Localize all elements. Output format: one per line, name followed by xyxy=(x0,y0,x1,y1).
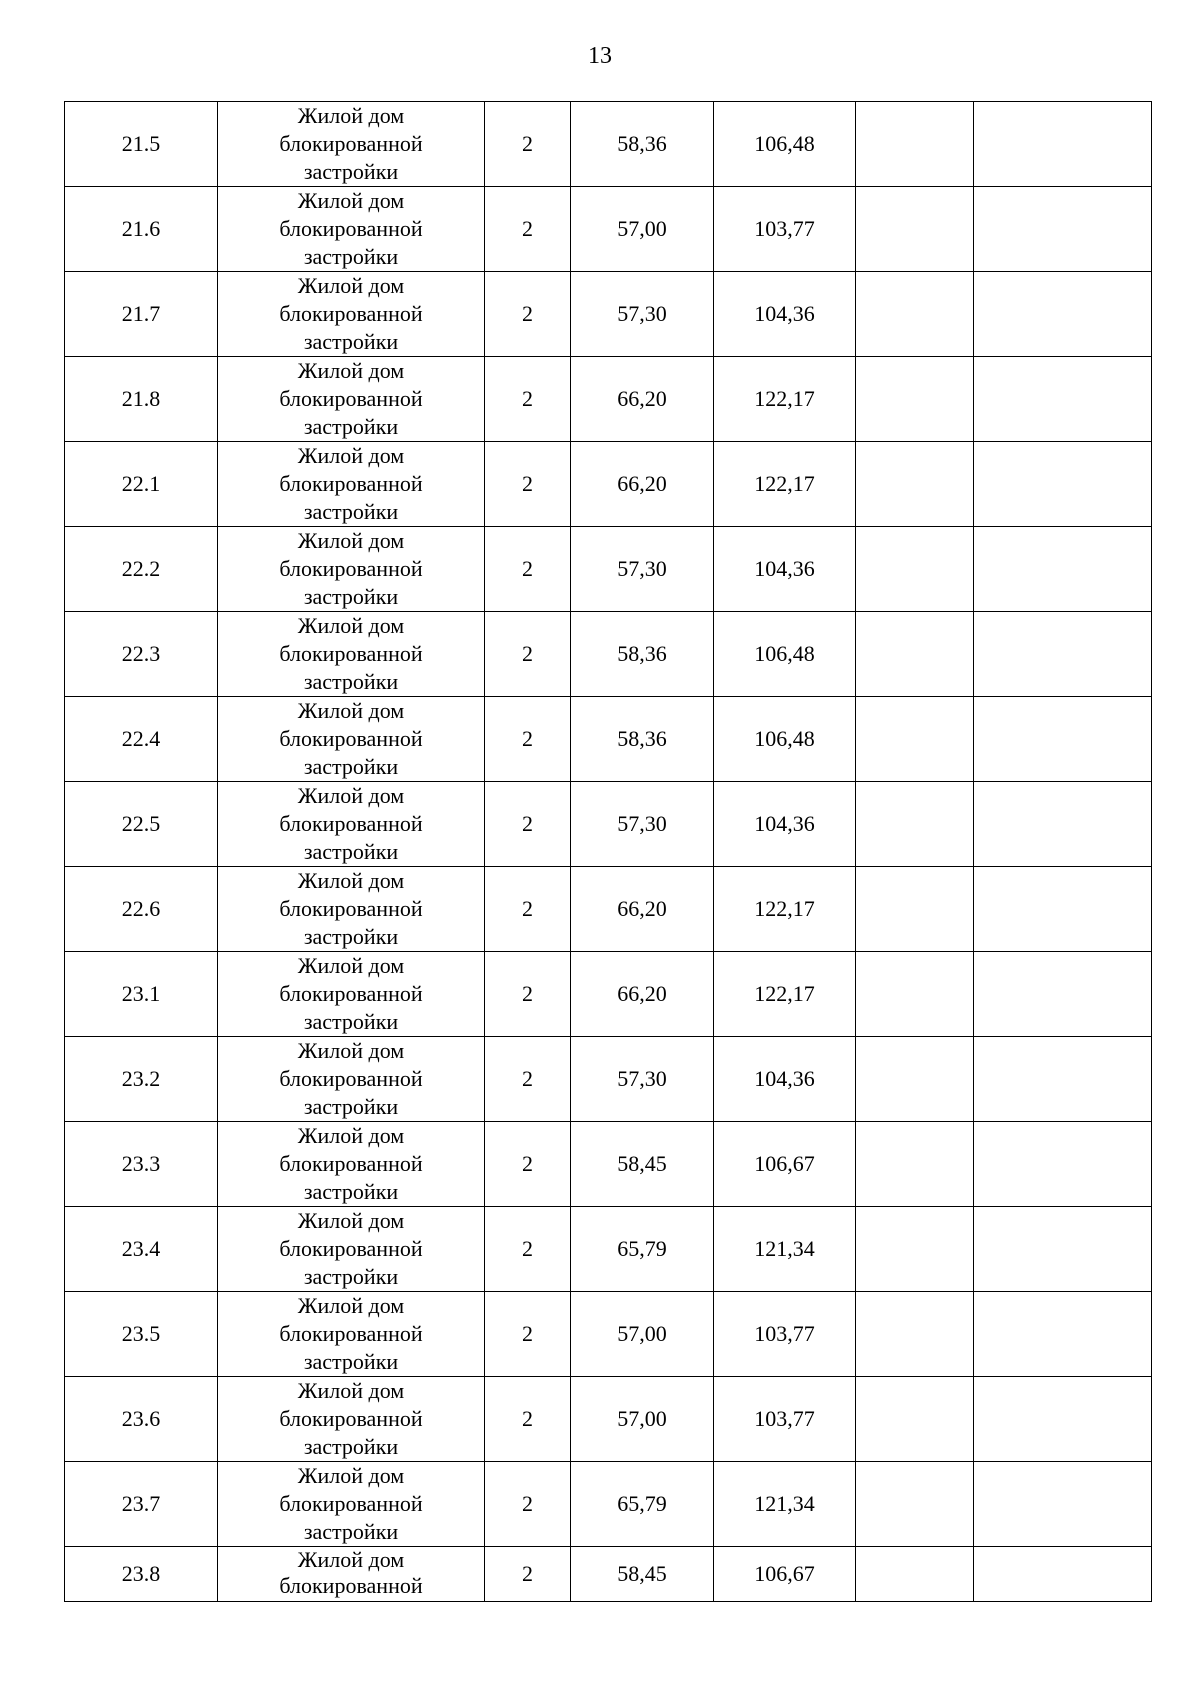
cell-building-type xyxy=(218,357,485,442)
building-type-line: блокированной xyxy=(279,216,423,241)
cell-area-1: 66,20 xyxy=(571,867,714,952)
cell-floors: 2 xyxy=(485,1122,571,1207)
building-type-line: застройки xyxy=(303,1434,399,1459)
cell-area-2: 122,17 xyxy=(714,357,856,442)
cell-area-2: 122,17 xyxy=(714,442,856,527)
cell-number: 22.3 xyxy=(65,612,218,697)
cell-empty-7 xyxy=(974,1292,1152,1377)
building-type-line: Жилой дом xyxy=(297,1038,405,1063)
cell-area-1: 58,45 xyxy=(571,1547,714,1602)
cell-area-1: 66,20 xyxy=(571,952,714,1037)
cell-number: 23.2 xyxy=(65,1037,218,1122)
cell-building-type xyxy=(218,1037,485,1122)
cell-building-type xyxy=(218,1122,485,1207)
cell-empty-7 xyxy=(974,782,1152,867)
building-type-line: Жилой дом xyxy=(297,1547,405,1572)
building-type-line: блокированной xyxy=(279,1321,423,1346)
cell-area-2: 104,36 xyxy=(714,1037,856,1122)
cell-building-type xyxy=(218,272,485,357)
building-type-line: блокированной xyxy=(279,896,423,921)
table-row xyxy=(65,1037,1152,1122)
cell-area-2: 104,36 xyxy=(714,527,856,612)
cell-empty-7 xyxy=(974,697,1152,782)
building-type-line: блокированной xyxy=(279,556,423,581)
cell-empty-7 xyxy=(974,357,1152,442)
building-type-line: блокированной xyxy=(279,641,423,666)
cell-building-type xyxy=(218,442,485,527)
building-type-line: застройки xyxy=(303,584,399,609)
cell-number: 23.3 xyxy=(65,1122,218,1207)
cell-floors: 2 xyxy=(485,272,571,357)
cell-empty-7 xyxy=(974,1207,1152,1292)
cell-number: 23.8 xyxy=(65,1547,218,1602)
building-type-line: застройки xyxy=(303,1349,399,1374)
cell-empty-7 xyxy=(974,187,1152,272)
cell-floors: 2 xyxy=(485,102,571,187)
building-type-line: блокированной xyxy=(279,981,423,1006)
building-type-line: Жилой дом xyxy=(297,273,405,298)
cell-area-1: 65,79 xyxy=(571,1207,714,1292)
building-type-line: застройки xyxy=(303,499,399,524)
cell-number: 21.5 xyxy=(65,102,218,187)
building-type-line: Жилой дом xyxy=(297,358,405,383)
cell-building-type xyxy=(218,1462,485,1547)
building-type-line: блокированной xyxy=(279,1236,423,1261)
cell-building-type xyxy=(218,612,485,697)
cell-building-type xyxy=(218,697,485,782)
building-type-line: Жилой дом xyxy=(297,1123,405,1148)
table-row xyxy=(65,1122,1152,1207)
building-type-line: Жилой дом xyxy=(297,1378,405,1403)
cell-building-type xyxy=(218,1207,485,1292)
table-row xyxy=(65,187,1152,272)
cell-area-2: 106,67 xyxy=(714,1547,856,1602)
cell-floors: 2 xyxy=(485,187,571,272)
building-type-line: застройки xyxy=(303,414,399,439)
cell-floors: 2 xyxy=(485,867,571,952)
cell-area-1: 58,36 xyxy=(571,102,714,187)
cell-area-1: 57,00 xyxy=(571,1292,714,1377)
building-type-line: застройки xyxy=(303,159,399,184)
table-row xyxy=(65,612,1152,697)
building-type-line: блокированной xyxy=(279,301,423,326)
table-row xyxy=(65,1547,1152,1602)
cell-floors: 2 xyxy=(485,1462,571,1547)
cell-number: 23.7 xyxy=(65,1462,218,1547)
cell-empty-7 xyxy=(974,272,1152,357)
building-type-line: застройки xyxy=(303,1094,399,1119)
cell-empty-6 xyxy=(856,952,974,1037)
cell-area-1: 57,00 xyxy=(571,1377,714,1462)
cell-building-type xyxy=(218,1377,485,1462)
building-type-line: застройки xyxy=(303,754,399,779)
cell-empty-6 xyxy=(856,1547,974,1602)
cell-area-1: 58,36 xyxy=(571,612,714,697)
building-type-line: блокированной xyxy=(279,1573,423,1598)
building-type-line: блокированной xyxy=(279,1406,423,1431)
table-body xyxy=(65,102,1152,1602)
cell-empty-7 xyxy=(974,612,1152,697)
cell-empty-6 xyxy=(856,102,974,187)
cell-floors: 2 xyxy=(485,1037,571,1122)
building-type-line: застройки xyxy=(303,839,399,864)
buildings-table xyxy=(64,101,1152,1602)
building-type-line: Жилой дом xyxy=(297,528,405,553)
cell-area-2: 103,77 xyxy=(714,1377,856,1462)
building-type-line: Жилой дом xyxy=(297,613,405,638)
building-type-line: застройки xyxy=(303,329,399,354)
cell-empty-6 xyxy=(856,1037,974,1122)
cell-floors: 2 xyxy=(485,357,571,442)
cell-floors: 2 xyxy=(485,1207,571,1292)
cell-floors: 2 xyxy=(485,952,571,1037)
table-row xyxy=(65,1207,1152,1292)
cell-area-1: 57,30 xyxy=(571,1037,714,1122)
cell-area-1: 58,36 xyxy=(571,697,714,782)
cell-building-type xyxy=(218,782,485,867)
building-type-line: застройки xyxy=(303,669,399,694)
cell-empty-6 xyxy=(856,442,974,527)
cell-number: 21.6 xyxy=(65,187,218,272)
building-type-line: Жилой дом xyxy=(297,868,405,893)
cell-empty-6 xyxy=(856,1207,974,1292)
cell-building-type xyxy=(218,867,485,952)
cell-empty-6 xyxy=(856,1292,974,1377)
table-row xyxy=(65,527,1152,612)
table-row xyxy=(65,102,1152,187)
cell-floors: 2 xyxy=(485,782,571,867)
cell-number: 22.1 xyxy=(65,442,218,527)
cell-empty-6 xyxy=(856,357,974,442)
table-row xyxy=(65,782,1152,867)
cell-number: 23.1 xyxy=(65,952,218,1037)
cell-empty-7 xyxy=(974,867,1152,952)
cell-number: 21.8 xyxy=(65,357,218,442)
building-type-line: Жилой дом xyxy=(297,443,405,468)
cell-building-type xyxy=(218,527,485,612)
cell-empty-6 xyxy=(856,272,974,357)
cell-area-2: 104,36 xyxy=(714,272,856,357)
cell-building-type xyxy=(218,102,485,187)
cell-number: 22.4 xyxy=(65,697,218,782)
building-type-line: Жилой дом xyxy=(297,1463,405,1488)
page-number: 13 xyxy=(588,43,612,69)
cell-empty-7 xyxy=(974,1547,1152,1602)
cell-empty-6 xyxy=(856,782,974,867)
table-row xyxy=(65,867,1152,952)
cell-empty-7 xyxy=(974,1462,1152,1547)
table-row xyxy=(65,697,1152,782)
cell-floors: 2 xyxy=(485,1292,571,1377)
cell-area-2: 106,67 xyxy=(714,1122,856,1207)
cell-area-2: 121,34 xyxy=(714,1207,856,1292)
cell-number: 23.4 xyxy=(65,1207,218,1292)
cell-floors: 2 xyxy=(485,1377,571,1462)
cell-number: 22.6 xyxy=(65,867,218,952)
cell-empty-6 xyxy=(856,612,974,697)
table-row xyxy=(65,1462,1152,1547)
cell-empty-7 xyxy=(974,1037,1152,1122)
building-type-line: блокированной xyxy=(279,386,423,411)
cell-area-2: 106,48 xyxy=(714,102,856,187)
cell-number: 23.5 xyxy=(65,1292,218,1377)
building-type-line: застройки xyxy=(303,244,399,269)
cell-empty-7 xyxy=(974,1377,1152,1462)
cell-area-2: 103,77 xyxy=(714,1292,856,1377)
cell-number: 22.2 xyxy=(65,527,218,612)
building-type-line: застройки xyxy=(303,1179,399,1204)
cell-floors: 2 xyxy=(485,442,571,527)
cell-building-type xyxy=(218,1292,485,1377)
cell-empty-6 xyxy=(856,697,974,782)
table-row xyxy=(65,1292,1152,1377)
cell-building-type xyxy=(218,1547,485,1602)
building-type-line: застройки xyxy=(303,924,399,949)
cell-area-1: 58,45 xyxy=(571,1122,714,1207)
cell-building-type xyxy=(218,952,485,1037)
cell-area-1: 57,00 xyxy=(571,187,714,272)
cell-area-2: 103,77 xyxy=(714,187,856,272)
cell-area-1: 66,20 xyxy=(571,357,714,442)
cell-floors: 2 xyxy=(485,527,571,612)
building-type-line: блокированной xyxy=(279,1066,423,1091)
table-row xyxy=(65,442,1152,527)
cell-empty-7 xyxy=(974,102,1152,187)
building-type-line: блокированной xyxy=(279,726,423,751)
cell-area-2: 106,48 xyxy=(714,697,856,782)
cell-number: 22.5 xyxy=(65,782,218,867)
cell-area-2: 104,36 xyxy=(714,782,856,867)
building-type-line: блокированной xyxy=(279,131,423,156)
cell-area-1: 57,30 xyxy=(571,272,714,357)
cell-area-1: 65,79 xyxy=(571,1462,714,1547)
cell-empty-6 xyxy=(856,1462,974,1547)
building-type-line: Жилой дом xyxy=(297,1208,405,1233)
building-type-line: Жилой дом xyxy=(297,953,405,978)
building-type-line: Жилой дом xyxy=(297,698,405,723)
cell-empty-7 xyxy=(974,1122,1152,1207)
cell-building-type xyxy=(218,187,485,272)
building-type-line: Жилой дом xyxy=(297,783,405,808)
building-type-line: Жилой дом xyxy=(297,1293,405,1318)
cell-area-1: 57,30 xyxy=(571,527,714,612)
cell-empty-7 xyxy=(974,952,1152,1037)
cell-area-2: 122,17 xyxy=(714,867,856,952)
cell-area-2: 121,34 xyxy=(714,1462,856,1547)
cell-empty-7 xyxy=(974,442,1152,527)
table-row xyxy=(65,272,1152,357)
building-type-line: застройки xyxy=(303,1264,399,1289)
cell-number: 23.6 xyxy=(65,1377,218,1462)
cell-empty-7 xyxy=(974,527,1152,612)
building-type-line: блокированной xyxy=(279,471,423,496)
building-type-line: блокированной xyxy=(279,1491,423,1516)
cell-area-1: 57,30 xyxy=(571,782,714,867)
building-type-line: Жилой дом xyxy=(297,103,405,128)
cell-area-1: 66,20 xyxy=(571,442,714,527)
building-type-line: блокированной xyxy=(279,1151,423,1176)
cell-empty-6 xyxy=(856,527,974,612)
cell-empty-6 xyxy=(856,187,974,272)
cell-area-2: 106,48 xyxy=(714,612,856,697)
cell-empty-6 xyxy=(856,1122,974,1207)
building-type-line: застройки xyxy=(303,1009,399,1034)
building-type-line: Жилой дом xyxy=(297,188,405,213)
cell-floors: 2 xyxy=(485,1547,571,1602)
cell-number: 21.7 xyxy=(65,272,218,357)
cell-floors: 2 xyxy=(485,697,571,782)
cell-empty-6 xyxy=(856,1377,974,1462)
cell-empty-6 xyxy=(856,867,974,952)
cell-floors: 2 xyxy=(485,612,571,697)
table-row xyxy=(65,357,1152,442)
table-row xyxy=(65,952,1152,1037)
building-type-line: застройки xyxy=(303,1519,399,1544)
cell-area-2: 122,17 xyxy=(714,952,856,1037)
building-type-line: блокированной xyxy=(279,811,423,836)
table-row xyxy=(65,1377,1152,1462)
